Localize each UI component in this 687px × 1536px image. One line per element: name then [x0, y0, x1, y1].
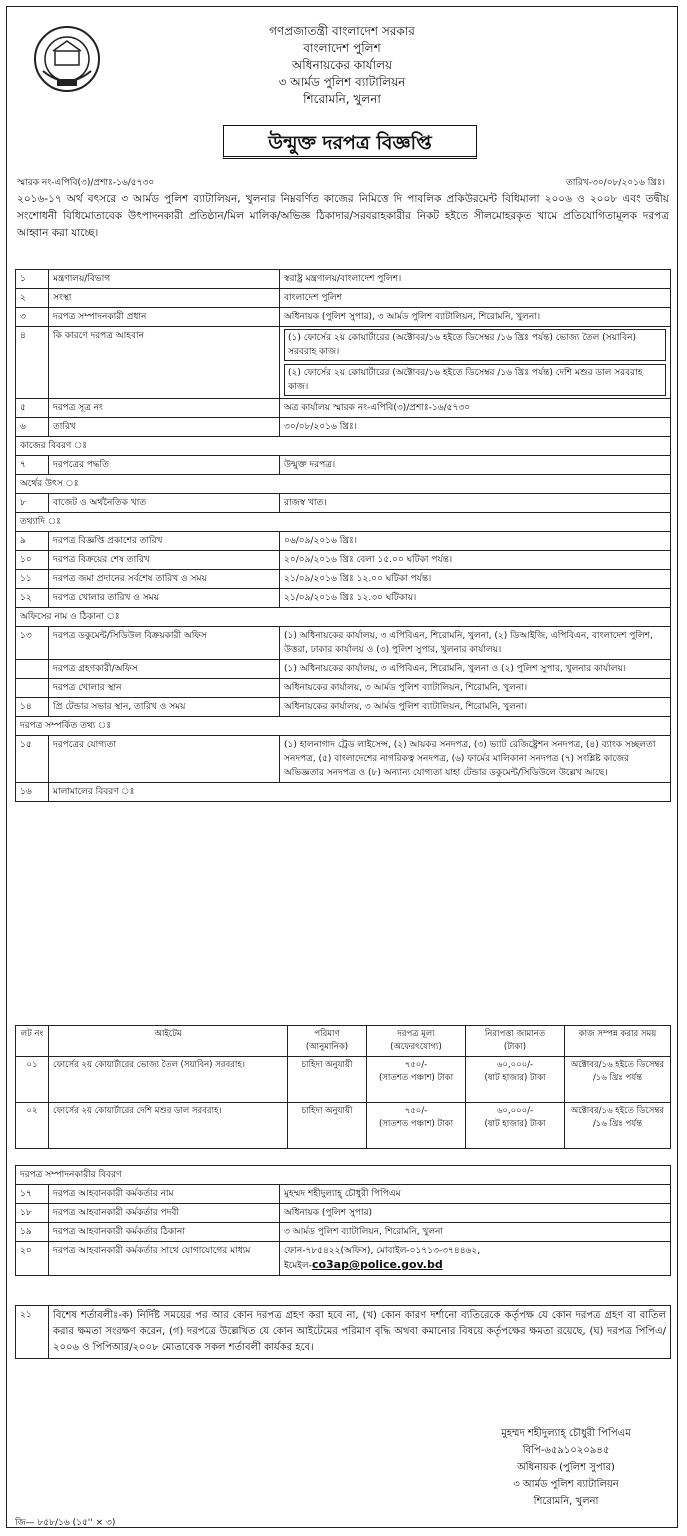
section-heading-row — [16, 717, 671, 736]
row-label: দরপত্র আহবানকারী কর্মকর্তার পদবী — [49, 1204, 280, 1223]
contact-email-link[interactable]: co3ap@police.gov.bd — [311, 1258, 443, 1271]
table-row — [16, 532, 671, 551]
row-number: ৬ — [16, 418, 49, 437]
row-value: (১) হালনাগাদ ট্রেড লাইসেন্স, (২) আয়কর সনদপত্র, (৩) ভ্যাট রেজিষ্ট্রেশন সনদপত্র, (৪) ব্যাংক সচ্ছলতা সনদপত্র, (৫) বাংলাদেশের নাগরিকত্ব সনদপত্র, (৬) ফার্মের মালিকানা সনদপত্র (৭) সংশ্লিষ্ট কাজের অভিজ্ঞতার সনদপত্র ও (৮) অন্যান্য যোগ্যতা যাহা টেন্ডার ডকুমেন্ট/সিডিউলে উল্লেখ আছে। — [280, 736, 671, 783]
row-value: ৩০/০৮/২০১৬ খ্রিঃ। — [280, 418, 671, 437]
row-number: ১৪ — [16, 698, 49, 717]
contact-email-label: ইমেইল- — [284, 1261, 312, 1271]
item-qty: চাহিদা অনুযায়ী — [288, 1103, 367, 1149]
contact-phone: ফোন-৭৮৫৪২২(অফিস), মোবাইল-০১৭১৩-৩৭৪৪৬২, — [284, 1246, 481, 1256]
row-label: সংস্থা — [49, 289, 280, 308]
item-qty: চাহিদা অনুযায়ী — [288, 1057, 367, 1103]
row-value: ২১/০৯/২০১৬ খ্রিঃ ১২.৩০ ঘটিকায়। — [280, 589, 671, 608]
row-label: দরপত্রের যোগ্যতা — [49, 736, 280, 783]
contact-email-line — [284, 1258, 666, 1273]
row-label: দরপত্র বিজ্ঞপ্তি প্রকাশের তারিখ — [49, 532, 280, 551]
signatory-bp: বিপি-৬৫৯১০২০৯৪৫ — [522, 1445, 610, 1456]
item-security-words: (ষাট হাজার) টাকা — [484, 1119, 546, 1129]
table-row — [16, 551, 671, 570]
row-number: ১৩ — [16, 627, 49, 660]
special-conditions: বিশেষ শর্তাবলীঃ-ক) নির্দিষ্ট সময়ের পর আর কোন দরপত্র গ্রহণ করা হবে না, (খ) কোন কারণ দর্শানো ব্যতিরেকে কর্তৃপক্ষ যে কোন দরপত্র গ্রহণ বা বাতিল করার ক্ষমতা সংরক্ষণ করেন, (গ) দরপত্রে উল্লেখিত যে কোন আইটেমের পরিমাণ বৃদ্ধি অথবা কমানোর বিষয়ে কর্তৃপক্ষের ক্ষমতা রয়েছে, (ঘ) দরপত্র পিপিএ/২০০৬ ও পিপিআর/২০০৮ মোতাবেক সকল শর্তাবলী কার্যকর হবে। — [49, 1306, 671, 1359]
item-security-words: (ষাট হাজার) টাকা — [484, 1073, 546, 1083]
item-price-words: (সাতশত পঞ্চাশ) টাকা — [378, 1073, 454, 1083]
section-heading: কাজের বিবরণ ঃ — [16, 437, 671, 456]
table-row — [16, 456, 671, 475]
row-value: অধিনায়ক (পুলিশ সুপার) — [280, 1204, 671, 1223]
row-value: ৩ আর্মড পুলিশ ব্যাটালিয়ন, শিরোমনি, খুলনা — [280, 1223, 671, 1242]
item-security — [466, 1103, 565, 1149]
signatory-place: শিরোমনি, খুলনা — [533, 1496, 599, 1507]
table-row — [16, 736, 671, 783]
row-number: ১৮ — [16, 1204, 49, 1223]
row-number: ১৭ — [16, 1185, 49, 1204]
row-number: ৯ — [16, 532, 49, 551]
row-label: মন্ত্রণালয়/বিভাগ — [49, 270, 280, 289]
conditions-table — [15, 1305, 671, 1359]
row-label: দরপত্র সূত্র নং — [49, 399, 280, 418]
row-number: ২১ — [16, 1306, 49, 1359]
row-value — [280, 327, 671, 399]
col-security-line1: নিরাপত্তা জামানত — [484, 1029, 546, 1039]
col-qty — [288, 1026, 367, 1057]
row-number: ১ — [16, 270, 49, 289]
col-item: আইটেম — [49, 1026, 288, 1057]
official-details-table — [15, 1165, 671, 1276]
header-location: শিরোমনি, খুলনা — [303, 92, 381, 106]
table-row — [16, 679, 671, 698]
section-heading-row — [16, 513, 671, 532]
col-time: কাজ সম্পন্ন করার সময় — [565, 1026, 671, 1057]
table-row — [16, 1057, 671, 1103]
table-row — [16, 327, 671, 399]
row-value: স্বরাষ্ট্র মন্ত্রণালয়/বাংলাদেশ পুলিশ। — [280, 270, 671, 289]
table-row — [16, 589, 671, 608]
memo-number: স্মারক নং-এপিবি(৩)/প্রশাঃ-১৬/৫৭৩০ — [17, 178, 155, 188]
table-row — [16, 1103, 671, 1149]
item-time: অক্টোবর/১৬ হইতে ডিসেম্বর /১৬ খ্রিঃ পর্যন্ত — [565, 1057, 671, 1103]
header-government: গণপ্রজাতন্ত্রী বাংলাদেশ সরকার — [269, 24, 415, 38]
row-label: প্রি টেন্ডার সভার স্থান, তারিখ ও সময় — [49, 698, 280, 717]
tender-details-table — [15, 269, 671, 802]
table-row — [16, 1306, 671, 1359]
item-price-amount: ৭৫০/- — [404, 1106, 428, 1116]
table-row — [16, 289, 671, 308]
row-number: ১২ — [16, 589, 49, 608]
row-number: ৩ — [16, 308, 49, 327]
item-name: ফোর্সের ২য় কোয়ার্টারের দেশি মশুর ডাল সরবরাহ। — [49, 1103, 288, 1149]
row-label: কি কারণে দরপত্র আহবান — [49, 327, 280, 399]
item-price — [367, 1103, 466, 1149]
item-price-amount: ৭৫০/- — [404, 1060, 428, 1070]
row-value: (১) অধিনায়কের কার্যালয়, ৩ এপিবিএন, শিরোমনি, খুলনা ও (২) পুলিশ সুপার, খুলনার কার্যালয়। — [280, 660, 671, 679]
col-security — [466, 1026, 565, 1057]
col-lot: লট নং — [16, 1026, 49, 1057]
table-row — [16, 418, 671, 437]
section-heading-row — [16, 437, 671, 456]
table-row — [16, 1204, 671, 1223]
row-number: ১৬ — [16, 783, 49, 802]
row-label: দরপত্র খোলার স্থান — [49, 679, 280, 698]
row-number: ৭ — [16, 456, 49, 475]
col-qty-line2: (আনুমানিক) — [305, 1042, 349, 1052]
footer-reference: জি— ৮৫৮/১৬ (১৫'' × ৩) — [15, 1518, 116, 1528]
row-label: দরপত্র বিক্রয়ের শেষ তারিখ — [49, 551, 280, 570]
header-battalion: ৩ আর্মড পুলিশ ব্যাটালিয়ন — [278, 75, 406, 89]
table-row — [16, 308, 671, 327]
intro-paragraph: ২০১৬-১৭ অর্থ বৎসরে ৩ আর্মড পুলিশ ব্যাটালিয়ন, খুলনার নিম্নবর্ণিত কাজের নিমিত্তে দি পাবলিক প্রকিউরমেন্ট বিধিমালা ২০০৬ ও ২০০৮ এবং তদ্বীয় সংশোধনী বিধিমোতাবেক উৎপাদনকারী প্রতিষ্ঠান/মিল মালিক/অভিজ্ঞ ঠিকাদার/সরবরাহকারীর নিকট হইতে সীলমোহরকৃত খামে প্রতিযোগিতামূলক দরপত্র আহ্বান করা যাচ্ছে। — [17, 193, 669, 239]
row-label: বাজেট ও অর্থনৈতিক খাত — [49, 494, 280, 513]
table-row — [16, 570, 671, 589]
row-number: ৫ — [16, 399, 49, 418]
row-label: দরপত্র আহবানকারী কর্মকর্তার সাথে যোগাযোগের মাধ্যম — [49, 1242, 280, 1276]
item-price — [367, 1057, 466, 1103]
table-row — [16, 494, 671, 513]
item-time: অক্টোবর/১৬ হইতে ডিসেম্বর /১৬ খ্রিঃ পর্যন্ত — [565, 1103, 671, 1149]
section-heading: তথ্যাদি ঃ — [16, 513, 671, 532]
row-number: ১৯ — [16, 1223, 49, 1242]
row-label: দরপত্রের পদ্ধতি — [49, 456, 280, 475]
row-number: ১০ — [16, 551, 49, 570]
row-label: মালামালের বিবরণ ঃ — [49, 783, 671, 802]
item-security-amount: ৬০,০০০/- — [496, 1060, 534, 1070]
table-row — [16, 660, 671, 679]
tender-notice-page — [6, 6, 678, 1528]
row-label: দরপত্র ডকুমেন্ট/সিডিউল বিক্রয়কারী অফিস — [49, 627, 280, 660]
notice-date: তারিখ-৩০/০৮/২০১৬ খ্রিঃ। — [565, 178, 665, 188]
purpose-item-1: (১) ফোর্সের ২য় কোয়ার্টারের (অক্টোবর/১৬ হইতে ডিসেম্বর /১৬ খ্রিঃ পর্যন্ত) ভোজ্য তৈল (সয়াবিন) সরবরাহ কাজ। — [284, 329, 666, 361]
item-lot: ০১ — [16, 1057, 49, 1103]
row-label: দরপত্র আহবানকারী কর্মকর্তার নাম — [49, 1185, 280, 1204]
row-number: ১৫ — [16, 736, 49, 783]
row-label: দরপত্র গ্রহণকারী/অফিস — [49, 660, 280, 679]
signatory-rank: অধিনায়ক (পুলিশ সুপার) — [517, 1462, 615, 1473]
items-header-row — [16, 1026, 671, 1057]
row-value: বাংলাদেশ পুলিশ — [280, 289, 671, 308]
section-heading-row — [16, 1166, 671, 1185]
table-row — [16, 270, 671, 289]
row-value: ০৬/০৯/২০১৬ খ্রিঃ। — [280, 532, 671, 551]
header-police: বাংলাদেশ পুলিশ — [303, 41, 381, 55]
table-row — [16, 698, 671, 717]
purpose-item-2: (২) ফোর্সের ২য় কোয়ার্টারের (অক্টোবর/১৬ হইতে ডিসেম্বর /১৬ খ্রিঃ পর্যন্ত) দেশি মশুর ডাল সরবরাহ কাজ। — [284, 364, 666, 396]
row-number: ১১ — [16, 570, 49, 589]
section-heading-row — [16, 608, 671, 627]
item-name: ফোর্সের ২য় কোয়ার্টারের ভোজ্য তৈল (সয়াবিন) সরবরাহ। — [49, 1057, 288, 1103]
row-value: ২০/০৯/২০১৬ খ্রিঃ বেলা ১৫.০০ ঘটিকা পর্যন্ত। — [280, 551, 671, 570]
page-title: উন্মুক্ত দরপত্র বিজ্ঞপ্তি — [223, 125, 477, 159]
signatory-name: মুহম্মদ শহীদুল্যাহ্ চৌধুরী পিপিএম — [501, 1428, 631, 1439]
row-value: অধিনায়ক (পুলিশ সুপার), ৩ আর্মড পুলিশ ব্যাটালিয়ন, শিরোমনি, খুলনা। — [280, 308, 671, 327]
signature-block — [451, 1425, 681, 1510]
table-row — [16, 1185, 671, 1204]
row-value: (১) অধিনায়কের কার্যালয়, ৩ এপিবিএন, শিরোমনি, খুলনা, (২) ডিআইজি, এপিবিএন, বাংলাদেশ পুলিশ, উত্তরা, ঢাকার কার্যালয় ও (৩) পুলিশ সুপার, খুলনার কার্যালয়। — [280, 627, 671, 660]
row-value: রাজস্ব খাত। — [280, 494, 671, 513]
table-row — [16, 783, 671, 802]
row-label: দরপত্র খোলার তারিখ ও সময় — [49, 589, 280, 608]
item-security-amount: ৬০,০০০/- — [496, 1106, 534, 1116]
col-price — [367, 1026, 466, 1057]
section-heading: দরপত্র সম্পর্কিত তথ্য ঃ — [16, 717, 671, 736]
row-value: ২১/০৯/২০১৬ খ্রিঃ ১২.০০ ঘটিকা পর্যন্ত। — [280, 570, 671, 589]
row-label: দরপত্র আহবানকারী কর্মকর্তার ঠিকানা — [49, 1223, 280, 1242]
items-table — [15, 1025, 671, 1149]
row-number: ৪ — [16, 327, 49, 399]
table-row — [16, 399, 671, 418]
row-label: দরপত্র জমা প্রদানের সর্বশেষ তারিখ ও সময় — [49, 570, 280, 589]
col-security-line2: (টাকা) — [503, 1042, 527, 1052]
col-price-line1: দরপত্র মূল্য — [397, 1029, 435, 1039]
row-number: ২০ — [16, 1242, 49, 1276]
section-heading: অফিসের নাম ও ঠিকানা ঃ — [16, 608, 671, 627]
row-number: ২ — [16, 289, 49, 308]
row-value: অধিনায়কের কার্যালয়, ৩ আর্মড পুলিশ ব্যাটালিয়ন, শিরোমনি, খুলনা। — [280, 698, 671, 717]
row-value: মুহম্মদ শহীদুল্যাহ্ চৌধুরী পিপিএম — [280, 1185, 671, 1204]
signatory-unit: ৩ আর্মড পুলিশ ব্যাটালিয়ন — [513, 1479, 619, 1490]
col-qty-line1: পরিমাণ — [314, 1029, 340, 1039]
row-label: দরপত্র সম্পাদনকারী প্রধান — [49, 308, 280, 327]
section-heading: অর্থের উৎস ঃ — [16, 475, 671, 494]
row-value: উন্মুক্ত দরপত্র। — [280, 456, 671, 475]
row-value: অত্র কার্যালয় স্মারক নং-এপিবি(৩)/প্রশাঃ-১৬/৫৭৩০ — [280, 399, 671, 418]
row-value — [280, 1242, 671, 1276]
header-office: অধিনায়কের কার্যালয় — [291, 58, 393, 72]
section-heading: দরপত্র সম্পাদনকারীর বিবরণ — [16, 1166, 671, 1185]
table-row — [16, 627, 671, 660]
row-label: তারিখ — [49, 418, 280, 437]
item-lot: ০২ — [16, 1103, 49, 1149]
section-heading-row — [16, 475, 671, 494]
table-row — [16, 1223, 671, 1242]
col-price-line2: (অফেরৎযোগ্য) — [390, 1042, 442, 1052]
table-row — [16, 1242, 671, 1276]
row-value: অধিনায়কের কার্যালয়, ৩ আর্মড পুলিশ ব্যাটালিয়ন, শিরোমনি, খুলনা। — [280, 679, 671, 698]
item-security — [466, 1057, 565, 1103]
row-number: ৮ — [16, 494, 49, 513]
item-price-words: (সাতশত পঞ্চাশ) টাকা — [378, 1119, 454, 1129]
